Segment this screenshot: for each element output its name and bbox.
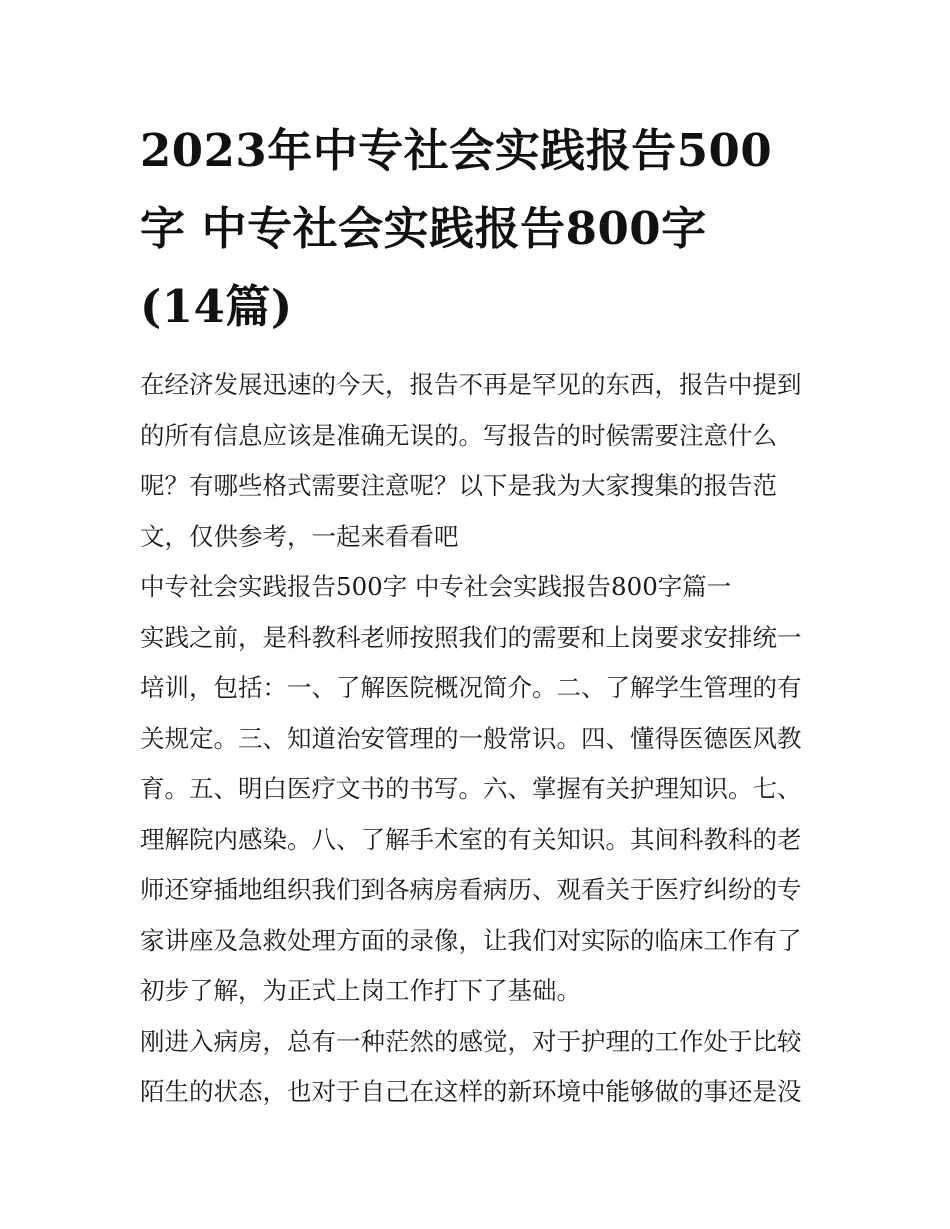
text-line: 实践之前，是科教科老师按照我们的需要和上岗要求安排统一: [140, 622, 802, 652]
text-line: 初步了解，为正式上岗工作打下了基础。: [140, 976, 581, 1005]
text-line: 培训，包括：一、了解医院概况简介。二、了解学生管理的有: [140, 673, 802, 702]
text-line: 呢？有哪些格式需要注意呢？以下是我为大家搜集的报告范: [140, 471, 777, 500]
document-title: [140, 112, 812, 346]
document-body: [140, 360, 812, 1118]
body-paragraph: [140, 1017, 812, 1118]
text-line: 理解院内感染。八、了解手术室的有关知识。其间科教科的老: [140, 824, 802, 854]
section-heading: [140, 562, 812, 613]
title-line: (14篇): [140, 280, 293, 333]
text-line: 育。五、明白医疗文书的书写。六、掌握有关护理知识。七、: [140, 774, 802, 803]
text-line: 中专社会实践报告500字 中专社会实践报告800字篇一: [140, 572, 732, 601]
text-line: 文，仅供参考，一起来看看吧: [140, 521, 459, 551]
text-line: 关规定。三、知道治安管理的一般常识。四、懂得医德医风教: [140, 723, 802, 753]
text-line: 陌生的状态，也对于自己在这样的新环境中能够做的事还是没: [140, 1077, 802, 1106]
title-line: 2023年中专社会实践报告500: [140, 124, 773, 177]
intro-paragraph: [140, 360, 812, 562]
title-line: 字 中专社会实践报告800字: [140, 202, 707, 255]
text-line: 的所有信息应该是准确无误的。写报告的时候需要注意什么: [140, 420, 777, 450]
text-line: 师还穿插地组织我们到各病房看病历、观看关于医疗纠纷的专: [140, 875, 802, 904]
document-content: [140, 112, 812, 1118]
text-line: 在经济发展迅速的今天，报告不再是罕见的东西，报告中提到: [140, 370, 802, 399]
text-line: 刚进入病房，总有一种茫然的感觉，对于护理的工作处于比较: [140, 1026, 802, 1056]
body-paragraph: [140, 613, 812, 1017]
text-line: 家讲座及急救处理方面的录像，让我们对实际的临床工作有了: [140, 925, 802, 955]
